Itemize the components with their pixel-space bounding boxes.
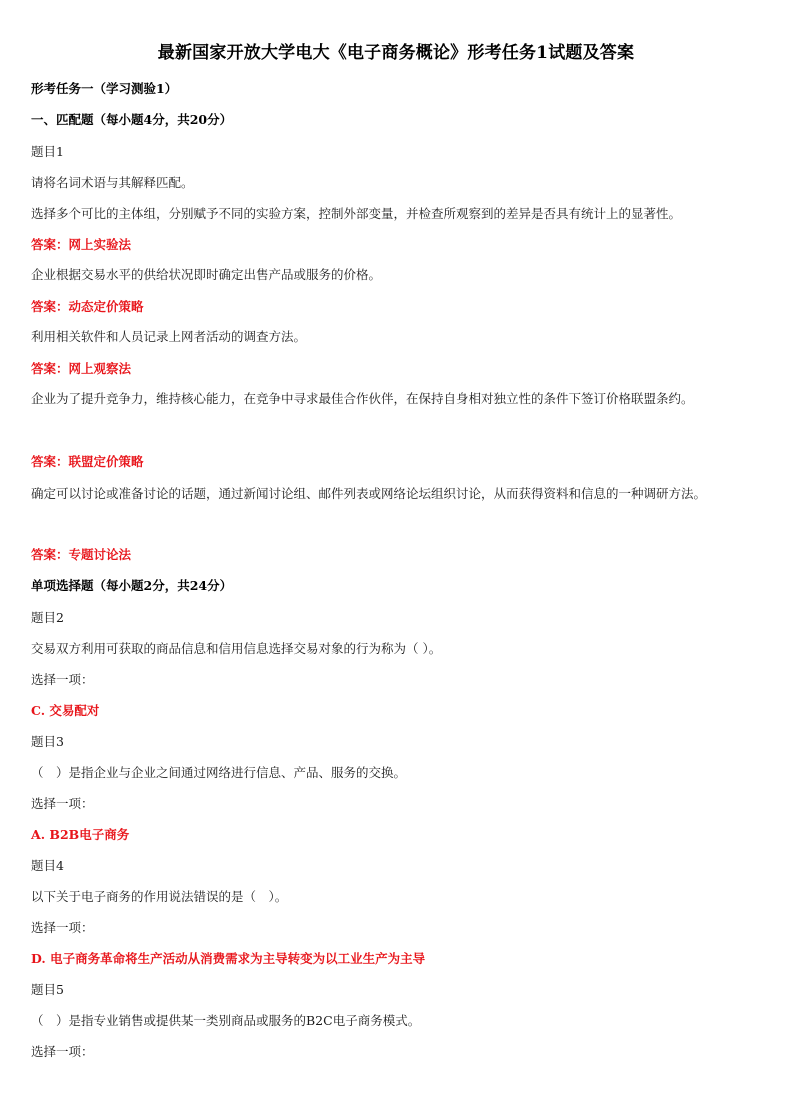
q1-item-answer: 答案：联盟定价策略: [31, 454, 144, 469]
q4-answer: D. 电子商务革命将生产活动从消费需求为主导转变为以工业生产为主导: [31, 951, 426, 966]
q3-text: （ ）是指企业与企业之间通过网络进行信息、产品、服务的交换。: [31, 765, 407, 780]
q5-select-prompt: 选择一项：: [31, 1044, 94, 1059]
task-heading: 形考任务一（学习测验1）: [31, 81, 178, 96]
q1-prompt: 请将名词术语与其解释匹配。: [31, 175, 194, 190]
q5-label: 题目5: [31, 982, 64, 997]
q4-text: 以下关于电子商务的作用说法错误的是（ ）。: [31, 889, 288, 904]
document-title: 最新国家开放大学电大《电子商务概论》形考任务1试题及答案: [157, 43, 635, 63]
section2-heading: 单项选择题（每小题2分，共24分）: [31, 578, 233, 593]
q1-item-text: 企业根据交易水平的供给状况即时确定出售产品或服务的价格。: [31, 267, 382, 282]
q1-item-text: 选择多个可比的主体组，分别赋予不同的实验方案，控制外部变量，并检查所观察到的差异是否具有统计上的显著性。: [31, 206, 682, 221]
q2-select-prompt: 选择一项：: [31, 672, 94, 687]
q2-label: 题目2: [31, 610, 64, 625]
q1-item-answer: 答案：动态定价策略: [31, 299, 144, 314]
section1-heading: 一、匹配题（每小题4分，共20分）: [31, 112, 233, 127]
q3-label: 题目3: [31, 734, 64, 749]
q1-item-answer: 答案：网上观察法: [31, 361, 132, 376]
q4-select-prompt: 选择一项：: [31, 920, 94, 935]
q1-item-answer: 答案：网上实验法: [31, 237, 132, 252]
q3-answer: A. B2B电子商务: [31, 827, 130, 842]
q5-text: （ ）是指专业销售或提供某一类别商品或服务的B2C电子商务模式。: [31, 1013, 421, 1028]
q3-select-prompt: 选择一项：: [31, 796, 94, 811]
q1-item-text: 企业为了提升竞争力，维持核心能力，在竞争中寻求最佳合作伙伴，在保持自身相对独立性的条件下签订价格联盟条约。: [31, 391, 694, 406]
q1-label: 题目1: [31, 144, 64, 159]
q2-answer: C. 交易配对: [31, 703, 100, 718]
q1-item-answer: 答案：专题讨论法: [31, 547, 132, 562]
q2-text: 交易双方利用可获取的商品信息和信用信息选择交易对象的行为称为（ ）。: [31, 641, 442, 656]
q1-item-text: 确定可以讨论或准备讨论的话题，通过新闻讨论组、邮件列表或网络论坛组织讨论，从而获得资料和信息的一种调研方法。: [31, 486, 707, 501]
q4-label: 题目4: [31, 858, 64, 873]
q1-item-text: 利用相关软件和人员记录上网者活动的调查方法。: [31, 329, 307, 344]
